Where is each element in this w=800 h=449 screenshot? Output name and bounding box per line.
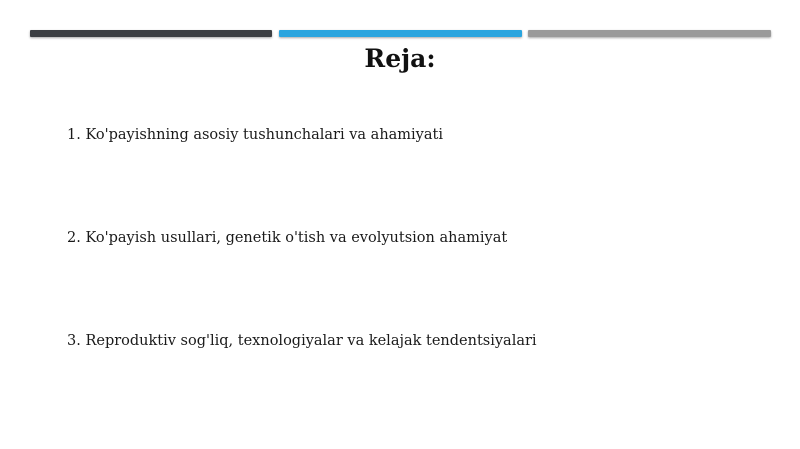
accent-bar-gray [528, 30, 771, 37]
accent-bar-dark [30, 30, 272, 37]
plan-item-1: 1. Ko'payishning asosiy tushunchalari va ahamiyati [67, 127, 443, 143]
slide-title: Reja: [364, 44, 436, 73]
header-accent-bars [30, 30, 771, 37]
plan-item-3: 3. Reproduktiv sog'liq, texnologiyalar va kelajak tendentsiyalari [67, 333, 537, 349]
accent-bar-blue [279, 30, 522, 37]
plan-item-2: 2. Ko'payish usullari, genetik o'tish va evolyutsion ahamiyat [67, 230, 508, 246]
